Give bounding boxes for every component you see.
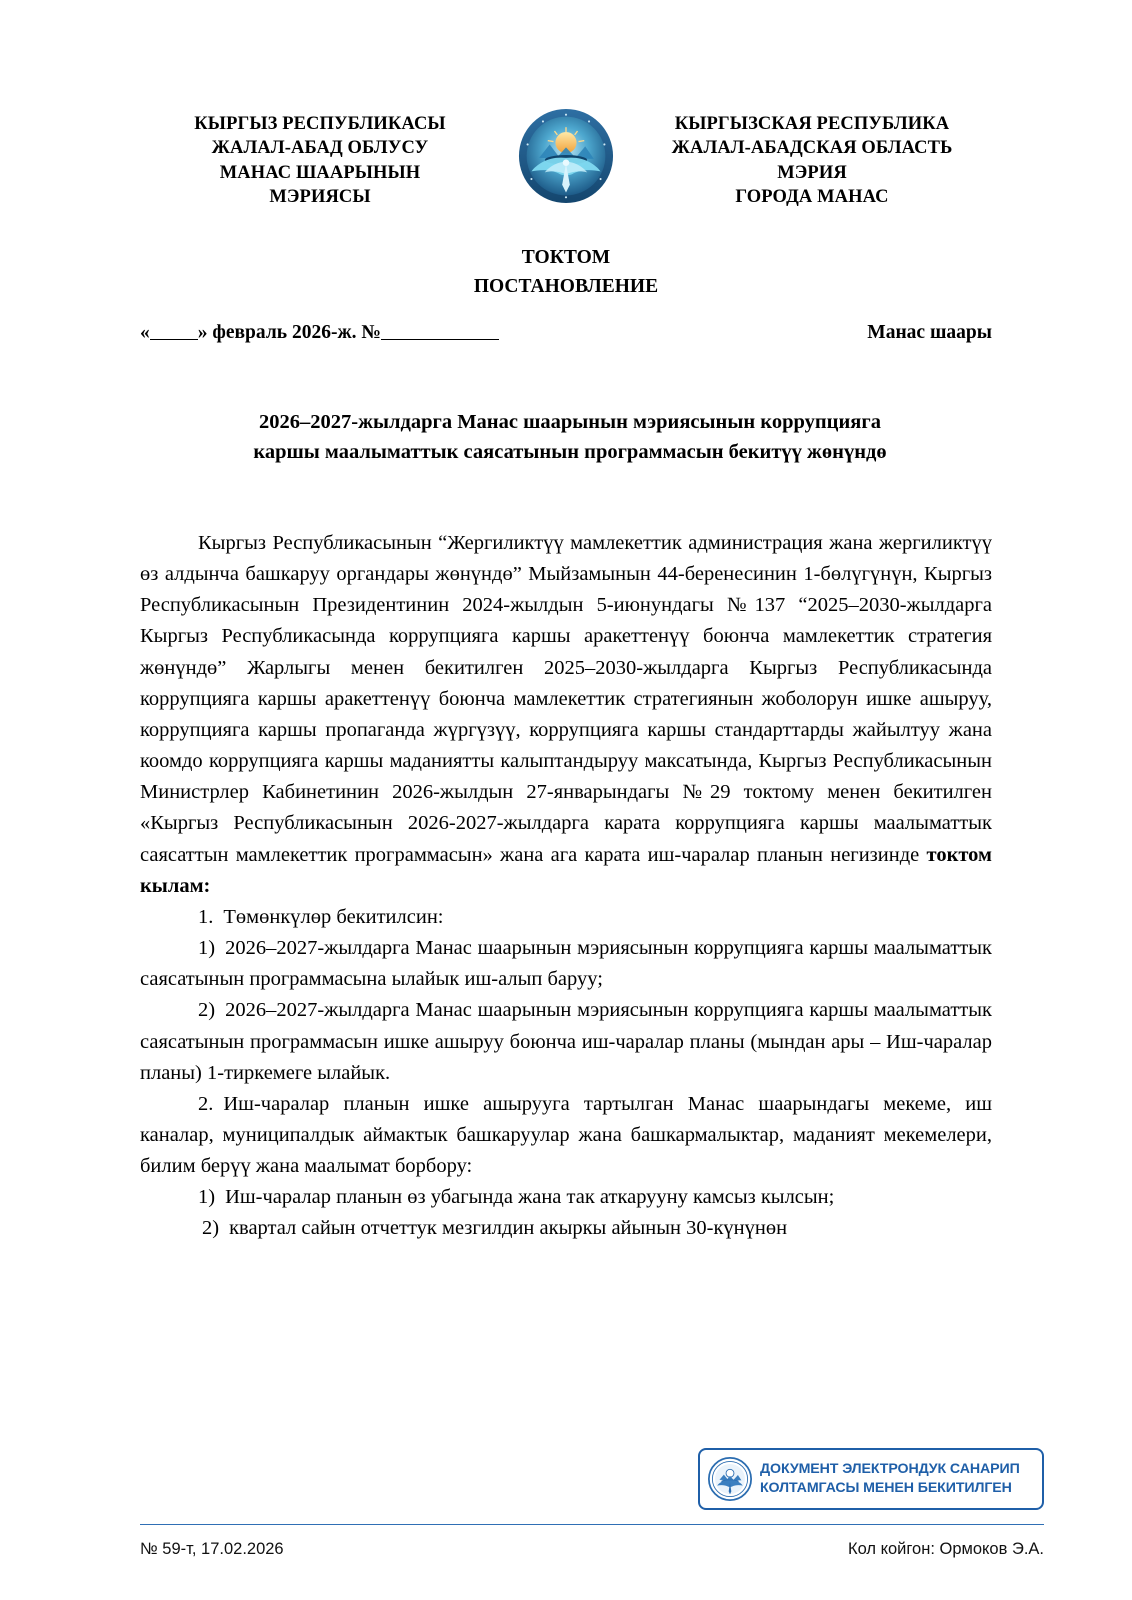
header-right-block — [632, 112, 992, 210]
list-item-1-1-text: 2026–2027-жылдарга Манас шаарынын мэриясынын коррупцияга каршы маалыматтык саясатынын программасына ылайык иш-алып баруу; — [140, 937, 992, 991]
header-left-line-2: ЖАЛАЛ-АБАД ОБЛУСУ — [211, 138, 429, 159]
document-type-block — [0, 243, 1132, 302]
document-type-ru: ПОСТАНОВЛЕНИЕ — [473, 276, 659, 298]
list-item-1-2-text: 2026–2027-жылдарга Манас шаарынын мэриясынын коррупцияга каршы маалыматтык саясатынын программасын ишке ашыруу боюнча иш-чаралар планы (мындан ары – Иш-чаралар планы) 1-тиркемеге ылайык. — [140, 999, 992, 1084]
list-item-1-2-marker: 2) — [198, 999, 216, 1022]
preamble-bold-text: токтом кылам: — [140, 843, 992, 897]
list-item-2-2-marker: 2) — [202, 1217, 220, 1240]
document-type-ky: ТОКТОМ — [521, 247, 611, 268]
header-right-line-3: МЭРИЯ — [777, 162, 847, 183]
date-month-year: » февраль 2026-ж. № — [197, 322, 381, 343]
stamp-line-2: КОЛТАМГАСЫ МЕНЕН БЕКИТИЛГЕН — [760, 1480, 1012, 1496]
document-number: № 59-т, 17.02.2026 — [140, 1540, 284, 1558]
preamble-paragraph — [140, 528, 992, 902]
coat-of-arms-icon — [518, 108, 614, 204]
day-blank — [150, 325, 198, 340]
list-item-2-marker: 2. — [198, 1092, 214, 1115]
document-body — [140, 528, 992, 1245]
header-right-line-2: ЖАЛАЛ-АБАДСКАЯ ОБЛАСТЬ — [671, 138, 953, 159]
list-item-2-1-marker: 1) — [198, 1186, 216, 1209]
list-item-2-1-text: Иш-чаралар планын өз убагында жана так аткарууну камсыз кылсын; — [225, 1186, 835, 1209]
stamp-line-1: ДОКУМЕНТ ЭЛЕКТРОНДУК САНАРИП — [760, 1461, 1020, 1478]
list-item-1 — [140, 902, 992, 933]
list-item-2-1 — [140, 1182, 992, 1213]
date-quote-open: « — [140, 322, 150, 343]
stamp-coat-of-arms-icon — [708, 1457, 752, 1501]
place-label: Манас шаары — [867, 322, 992, 343]
header-left-line-1: КЫРГЫЗ РЕСПУБЛИКАСЫ — [194, 114, 446, 134]
stamp-text-block — [760, 1460, 1020, 1497]
list-item-2-2 — [140, 1213, 992, 1244]
list-item-1-text: Төмөнкүлөр бекитилсин: — [223, 905, 444, 928]
footer — [140, 1540, 1044, 1559]
list-item-1-marker: 1. — [198, 905, 214, 928]
number-blank — [381, 325, 499, 340]
page-title: 2026–2027-жылдарга Манас шаарынын мэриясынын коррупцияга каршы маалыматтык саясатынын программасын бекитүү жөнүндө — [253, 411, 887, 463]
header-left-line-3: МАНАС ШААРЫНЫН — [219, 162, 421, 183]
header-right-line-4: ГОРОДА МАНАС — [735, 187, 889, 208]
list-item-2-2-text: квартал сайын отчеттук мезгилдин акыркы айынын 30-күнүнөн — [229, 1217, 788, 1240]
list-item-1-1 — [140, 933, 992, 995]
list-item-1-1-marker: 1) — [198, 937, 216, 960]
digital-signature-stamp — [698, 1448, 1044, 1510]
list-item-2-text: Иш-чаралар планын ишке ашырууга тартылган Манас шаарындагы мекеме, иш каналар, муниципалдык аймактык башкаруулар жана башкармалыктар, маданият мекемелери, билим берүү жана маалымат борбору: — [140, 1092, 992, 1178]
signer-name: Кол койгон: Ормоков Э.А. — [847, 1540, 1044, 1558]
date-field — [140, 322, 499, 344]
header-left-line-4: МЭРИЯСЫ — [269, 187, 371, 208]
preamble-text: Кыргыз Республикасынын “Жергиликтүү мамлекеттик администрация жана жергиликтүү өз алдынча башкаруу органдары жөнүндө” Мыйзамынын 44-беренесинин 1-бөлүгүнүн, Кыргыз Республикасынын Президентинин 2024-жылдын 5-июнундагы №137 “2025–2030-жылдарга Кыргыз Республикасында коррупцияга каршы аракеттенүү боюнча мамлекеттик стратегия жөнүндө” Жарлыгы менен бекитилген 2025–2030-жылдарга Кыргыз Республикасында коррупцияга каршы аракеттенүү боюнча мамлекеттик стратегиянын жоболорун ишке ашыруу, коррупцияга каршы пропаганда жүргүзүү, коррупцияга каршы стандарттарды жайылтуу жана коомдо коррупцияга каршы маданиятты калыптандыруу максатында, Кыргыз Республикасынын Министрлер Кабинетинин 2026-жылдын 27-январындагы №29 токтому менен бекитилген «Кыргыз Республикасынын 2026-2027-жылдарга карата коррупцияга каршы маалыматтык саясаттын мамлекеттик программасын» жана ага карата иш-чаралар планын негизинде — [140, 532, 992, 866]
header-right-line-1: КЫРГЫЗСКАЯ РЕСПУБЛИКА — [674, 114, 950, 134]
footer-divider — [140, 1524, 1044, 1525]
list-item-1-2 — [140, 995, 992, 1088]
date-and-place-line — [140, 322, 992, 344]
document-header — [0, 112, 1132, 210]
header-left-block — [140, 112, 500, 210]
list-item-2 — [140, 1089, 992, 1182]
